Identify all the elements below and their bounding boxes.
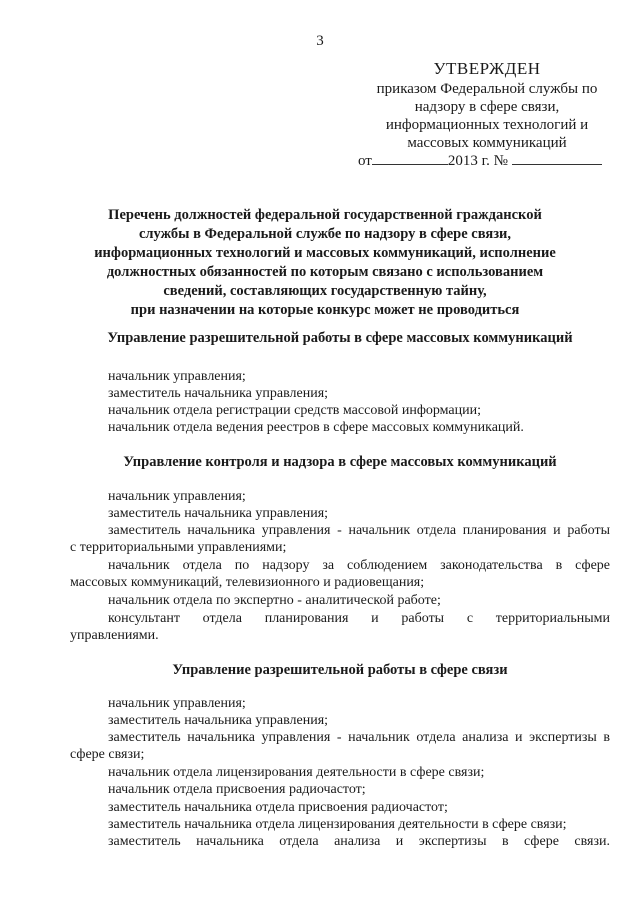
list-item: начальник отдела лицензирования деятельности в сфере связи;: [108, 765, 485, 780]
title-line: должностных обязанностей по которым связано с использованием: [106, 264, 544, 280]
page-number: 3: [316, 33, 324, 49]
list-item: начальник управления;: [108, 369, 246, 384]
list-item: заместитель начальника управления;: [108, 386, 329, 401]
list-item: начальник отдела ведения реестров в сфере массовых коммуникаций.: [108, 420, 524, 435]
list-item: заместитель начальника управления - начальник отдела анализа и экспертизы в сфере связи;: [70, 730, 610, 762]
title-line: сведений, составляющих государственную тайну,: [163, 283, 487, 299]
list-item: заместитель начальника управления - начальник отдела планирования и работы с территориальными управлениями;: [70, 523, 610, 555]
order-line: [358, 150, 608, 170]
list-item: заместитель начальника отдела присвоения радиочастот;: [108, 800, 448, 815]
approval-block: [358, 59, 602, 169]
order-year: 2013 г. №: [447, 153, 508, 169]
list-item: заместитель начальника управления;: [108, 506, 329, 521]
document-title: [90, 206, 560, 320]
order-prefix: от: [358, 153, 372, 169]
list-item: начальник управления;: [108, 696, 246, 711]
list-item: начальник отдела по экспертно - аналитической работе;: [108, 593, 441, 608]
approval-line: массовых коммуникаций: [407, 135, 567, 151]
order-date-blank: [372, 150, 448, 165]
approval-title: УТВЕРЖДЕН: [433, 59, 541, 78]
title-line: при назначении на которые конкурс может не проводиться: [130, 302, 520, 318]
list-item: консультант отдела планирования и работы с территориальными управлениями.: [70, 611, 610, 643]
title-line: Перечень должностей федеральной государственной гражданской: [108, 207, 542, 223]
approval-line: надзору в сфере связи,: [414, 99, 560, 115]
approval-line: информационных технологий и: [385, 117, 589, 133]
list-item: заместитель начальника управления;: [108, 713, 329, 728]
order-number-blank: [512, 150, 602, 165]
title-line: информационных технологий и массовых коммуникаций, исполнение: [94, 245, 556, 261]
list-item: начальник управления;: [108, 489, 246, 504]
title-line: службы в Федеральной службе по надзору в сфере связи,: [138, 226, 512, 242]
approval-line: приказом Федеральной службы по: [376, 81, 598, 97]
list-item: начальник отдела по надзору за соблюдением законодательства в сфере массовых коммуникаций, телевизионного и радиовещания;: [70, 558, 610, 590]
section-heading: Управление контроля и надзора в сфере массовых коммуникаций: [123, 454, 557, 470]
list-item: начальник отдела регистрации средств массовой информации;: [108, 403, 482, 418]
list-item: заместитель начальника отдела анализа и экспертизы в сфере связи.: [108, 834, 610, 849]
list-item: начальник отдела присвоения радиочастот;: [108, 782, 366, 797]
section-heading: Управление разрешительной работы в сфере массовых коммуникаций: [107, 330, 573, 346]
list-item: заместитель начальника отдела лицензирования деятельности в сфере связи;: [108, 817, 567, 832]
section-heading: Управление разрешительной работы в сфере связи: [172, 662, 508, 678]
